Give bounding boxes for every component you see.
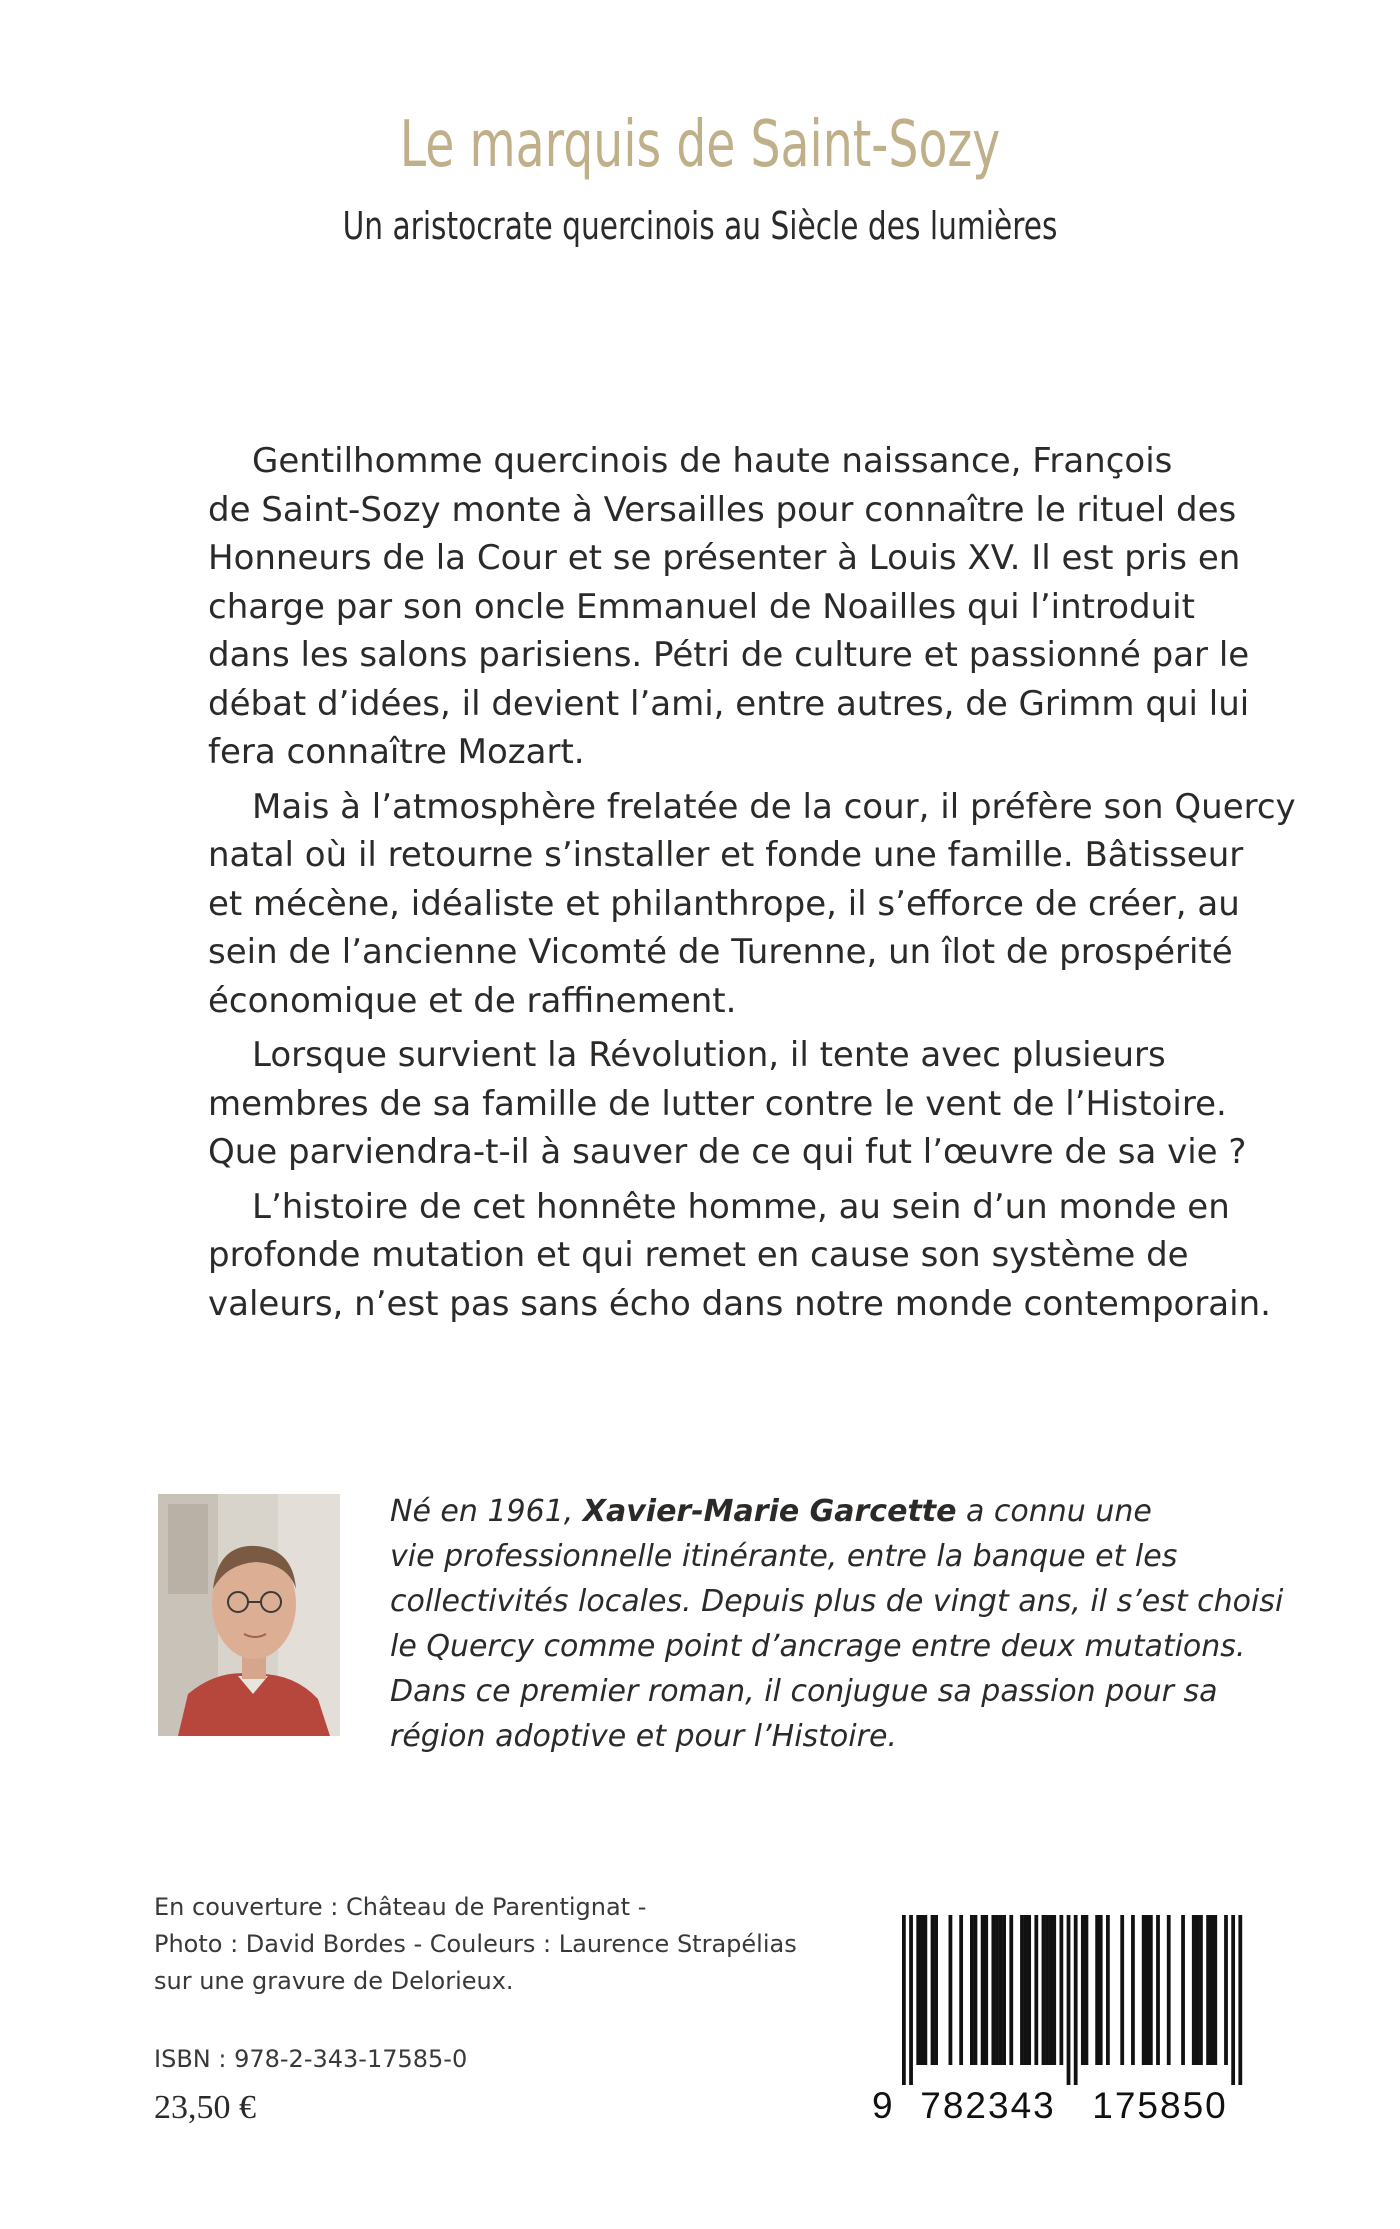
credit-line: En couverture : Château de Parentignat - xyxy=(154,1893,647,1921)
blurb-line: natal où il retourne s’installer et fonde une famille. Bâtisseur xyxy=(208,835,1244,875)
barcode-bar xyxy=(1167,1915,1171,2065)
barcode-bar xyxy=(1074,1915,1078,2085)
cover-credits xyxy=(154,1889,854,2000)
barcode-bar xyxy=(1059,1915,1063,2065)
blurb-paragraph xyxy=(164,783,1296,1026)
barcode-bar xyxy=(931,1915,935,2065)
barcode-bar xyxy=(1199,1915,1203,2065)
author-bio-line: vie professionnelle itinérante, entre la banque et les xyxy=(390,1539,1178,1574)
barcode-bar xyxy=(1009,1915,1013,2065)
barcode-bar xyxy=(959,1915,963,2065)
barcode-bar xyxy=(1024,1915,1028,2065)
price-label: 23,50 € xyxy=(154,2089,256,2126)
blurb-paragraph xyxy=(164,1031,1246,1177)
blurb-line: Gentilhomme quercinois de haute naissance, François xyxy=(252,441,1173,481)
barcode-bar xyxy=(1142,1915,1146,2065)
barcode-bar xyxy=(1156,1915,1160,2065)
barcode-group-2: 175850 xyxy=(1092,2085,1228,2126)
barcode-bar xyxy=(1120,1915,1124,2065)
barcode-bar xyxy=(1099,1915,1103,2065)
barcode-bar xyxy=(1052,1915,1056,2065)
author-bio-line: région adoptive et pour l’Histoire. xyxy=(390,1719,897,1754)
barcode-bar xyxy=(1045,1915,1049,2065)
barcode-bar xyxy=(1192,1915,1196,2065)
author-portrait-image xyxy=(158,1494,340,1736)
barcode-bar xyxy=(1145,1915,1149,2065)
blurb-line: Mais à l’atmosphère frelatée de la cour, il préfère son Quercy xyxy=(252,786,1296,827)
blurb-line: dans les salons parisiens. Pétri de culture et passionné par le xyxy=(208,635,1250,675)
blurb-line: membres de sa famille de lutter contre le vent de l’Histoire. xyxy=(208,1083,1227,1124)
blurb-line: et mécène, idéaliste et philanthrope, il s’efforce de créer, au xyxy=(208,883,1240,924)
barcode-bar xyxy=(1149,1915,1153,2065)
blurb-line: Lorsque survient la Révolution, il tente avec plusieurs xyxy=(252,1035,1166,1075)
blurb-line: fera connaître Mozart. xyxy=(208,732,585,772)
author-name: Xavier-Marie Garcette xyxy=(582,1494,957,1529)
blurb-line: sein de l’ancienne Vicomté de Turenne, un îlot de prospérité xyxy=(208,932,1233,972)
barcode-group-1: 782343 xyxy=(920,2085,1056,2126)
author-bio-line: collectivités locales. Depuis plus de vingt ans, il s’est choisi xyxy=(390,1584,1284,1619)
barcode-bar xyxy=(1085,1915,1089,2065)
barcode-bar xyxy=(902,1915,906,2085)
book-subtitle: Un aristocrate quercinois au Siècle des lumières xyxy=(342,204,1058,248)
barcode-bar xyxy=(1213,1915,1217,2065)
author-bio xyxy=(390,1489,1284,1759)
barcode-bar xyxy=(984,1915,988,2065)
barcode-bar xyxy=(1034,1915,1038,2065)
blurb-line: Honneurs de la Cour et se présenter à Louis XV. Il est pris en xyxy=(208,538,1241,578)
barcode-bar xyxy=(1238,1915,1242,2085)
barcode-bar xyxy=(934,1915,938,2065)
barcode-bar xyxy=(1210,1915,1214,2065)
barcode-bar xyxy=(995,1915,999,2065)
blurb-line: valeurs, n’est pas sans écho dans notre monde contemporain. xyxy=(208,1283,1271,1324)
barcode-bar xyxy=(1095,1915,1099,2065)
barcode-bar xyxy=(1049,1915,1053,2065)
barcode-bar xyxy=(974,1915,978,2065)
blurb-line: L’histoire de cet honnête homme, au sein d’un monde en xyxy=(252,1186,1230,1227)
barcode-lead-digit: 9 xyxy=(872,2085,893,2126)
barcode-bar xyxy=(970,1915,974,2065)
barcode-bar xyxy=(1195,1915,1199,2065)
book-title: Le marquis de Saint-Sozy xyxy=(399,108,1001,182)
barcode-bar xyxy=(1002,1915,1006,2065)
author-bio-line: Dans ce premier roman, il conjugue sa passion pour sa xyxy=(390,1674,1218,1709)
barcode-bar xyxy=(991,1915,995,2065)
barcode-bar xyxy=(1081,1915,1085,2065)
barcode-bar xyxy=(1224,1915,1228,2065)
barcode-bar xyxy=(981,1915,985,2065)
isbn-label: ISBN : 978-2-343-17585-0 xyxy=(154,2045,468,2073)
barcode-bar xyxy=(1181,1915,1185,2065)
barcode-bar xyxy=(1027,1915,1031,2065)
blurb-line: Que parviendra-t-il à sauver de ce qui fut l’œuvre de sa vie ? xyxy=(208,1132,1247,1172)
blurb-line: charge par son oncle Emmanuel de Noailles qui l’introduit xyxy=(208,586,1195,627)
author-photo xyxy=(158,1494,340,1736)
barcode-bar xyxy=(909,1915,913,2085)
barcode-bar xyxy=(999,1915,1003,2065)
blurb-paragraph xyxy=(164,1183,1271,1329)
barcode-digits xyxy=(872,2085,1246,2127)
barcode-bar xyxy=(923,1915,927,2065)
barcode-bars xyxy=(872,1915,1246,2085)
credit-line: sur une gravure de Delorieux. xyxy=(154,1967,514,1995)
barcode-bar xyxy=(1231,1915,1235,2085)
barcode-bar xyxy=(1131,1915,1135,2065)
blurb-paragraph xyxy=(164,437,1250,777)
barcode-bar xyxy=(1042,1915,1046,2065)
barcode-bar xyxy=(1106,1915,1110,2065)
blurb-line: économique et de raffinement. xyxy=(208,980,737,1021)
barcode-bar xyxy=(1067,1915,1071,2085)
author-bio-line: le Quercy comme point d’ancrage entre deux mutations. xyxy=(390,1629,1246,1664)
barcode-bar xyxy=(916,1915,920,2065)
barcode-bar xyxy=(920,1915,924,2065)
blurb-line: débat d’idées, il devient l’ami, entre autres, de Grimm qui lui xyxy=(208,683,1250,724)
barcode-bar xyxy=(1206,1915,1210,2065)
barcode-bar xyxy=(949,1915,953,2065)
barcode-bar xyxy=(1020,1915,1024,2065)
author-bio-line: Né en 1961, Xavier-Marie Garcette a connu une xyxy=(390,1494,1152,1529)
credit-line: Photo : David Bordes - Couleurs : Laurence Strapélias xyxy=(154,1930,797,1958)
blurb-line: profonde mutation et qui remet en cause son système de xyxy=(208,1235,1189,1275)
blurb-line: de Saint-Sozy monte à Versailles pour connaître le rituel des xyxy=(208,489,1237,530)
back-cover-blurb xyxy=(164,437,1296,1334)
